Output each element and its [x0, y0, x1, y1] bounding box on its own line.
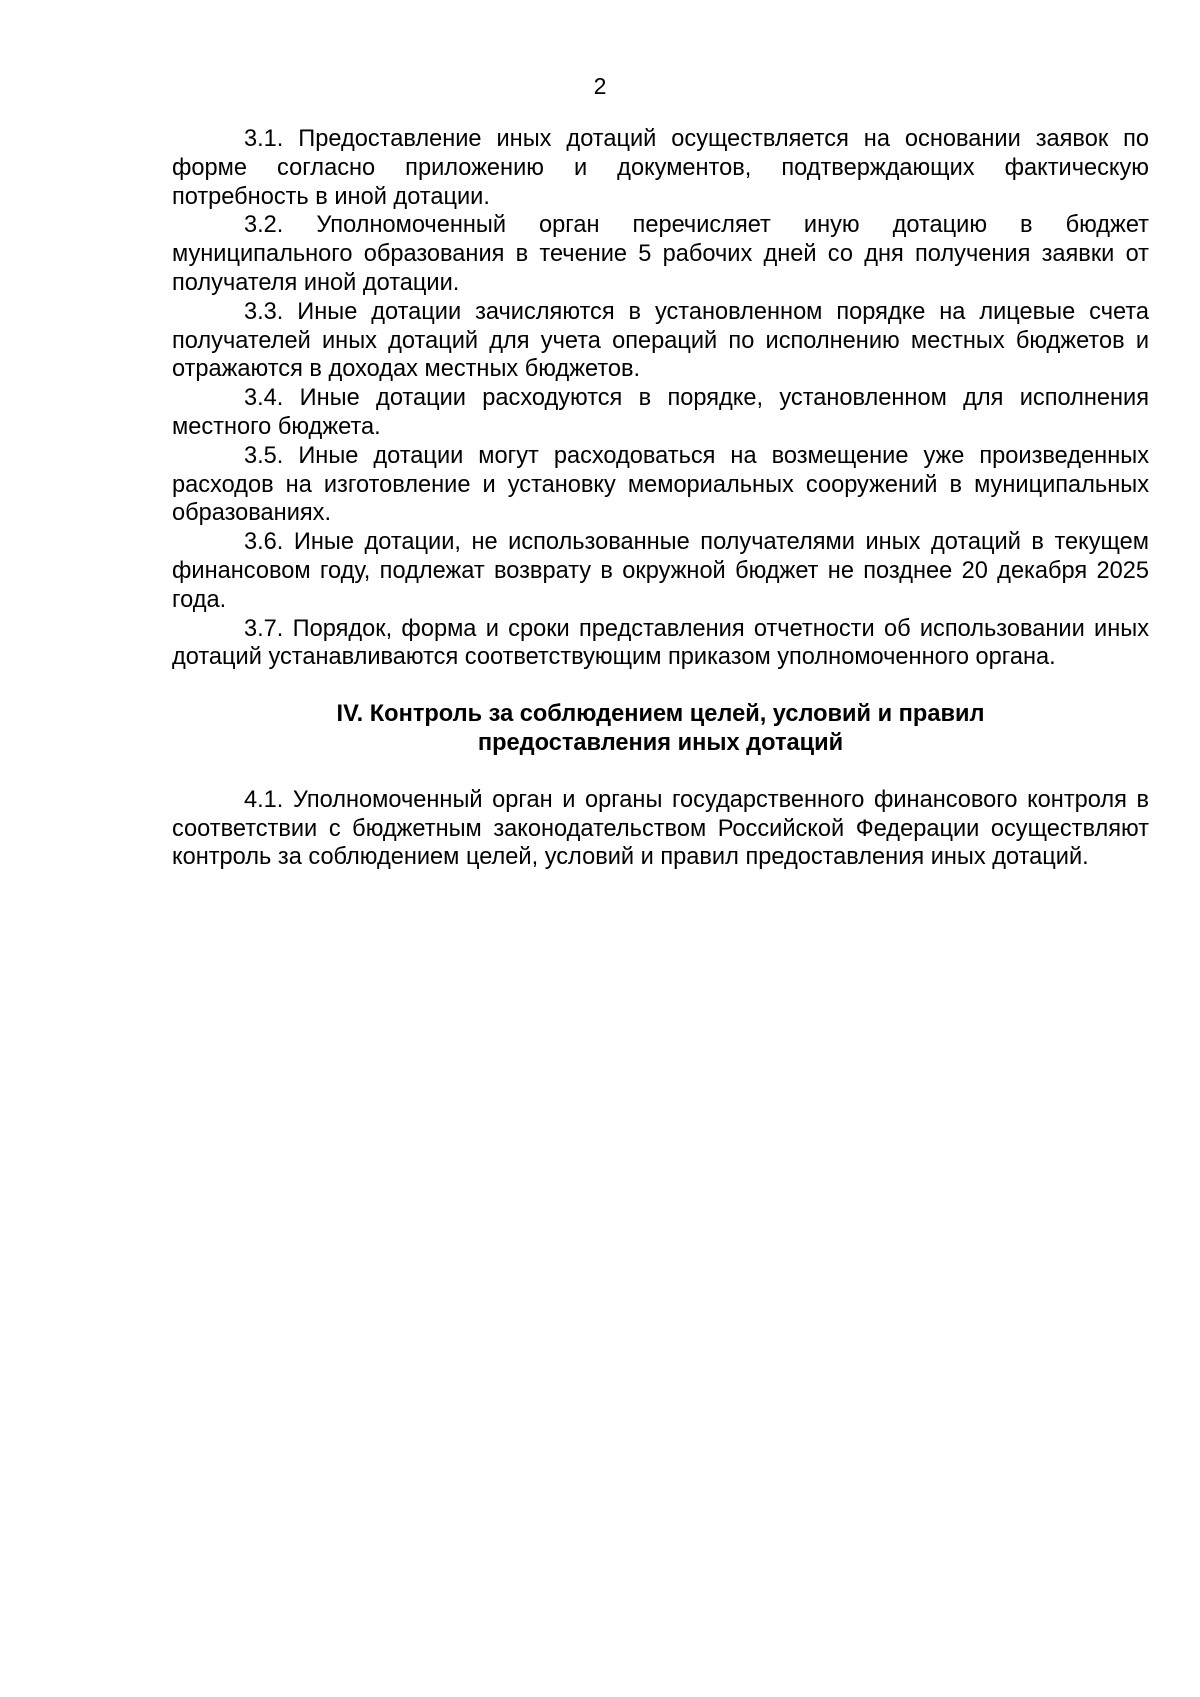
section-4-heading-line-1: IV. Контроль за соблюдением целей, условий и правил — [336, 701, 985, 728]
paragraph-4-1: 4.1. Уполномоченный орган и органы государственного финансового контроля в соответствии с бюджетным законодательством Российской Федерации осуществляют контроль за соблюдением целей, условий и правил предоставления иных дотаций. — [172, 786, 1149, 871]
section-4-heading-line-2: предоставления иных дотаций — [477, 729, 844, 756]
paragraph-3-2: 3.2. Уполномоченный орган перечисляет иную дотацию в бюджет муниципального образования в течение 5 рабочих дней со дня получения заявки от получателя иной дотации. — [172, 212, 1149, 296]
section-4-heading — [172, 700, 1149, 758]
paragraph-3-7: 3.7. Порядок, форма и сроки представления отчетности об использовании иных дотаций устанавливаются соответствующим приказом уполномоченного органа. — [172, 615, 1149, 671]
paragraph-3-6: 3.6. Иные дотации, не использованные получателями иных дотаций в текущем финансовом году, подлежат возврату в окружной бюджет не позднее 20 декабря 2025 года. — [172, 529, 1149, 613]
document-body — [172, 125, 1149, 872]
paragraph-3-1: 3.1. Предоставление иных дотаций осуществляется на основании заявок по форме согласно приложению и документов, подтверждающих фактическую потребность в иной дотации. — [172, 126, 1149, 210]
paragraph-3-4: 3.4. Иные дотации расходуются в порядке, установленном для исполнения местного бюджета. — [172, 385, 1149, 440]
paragraph-3-3: 3.3. Иные дотации зачисляются в установленном порядке на лицевые счета получателей иных дотаций для учета операций по исполнению местных бюджетов и отражаются в доходах местных бюджетов. — [172, 298, 1149, 383]
paragraph-3-5: 3.5. Иные дотации могут расходоваться на возмещение уже произведенных расходов на изготовление и установку мемориальных сооружений в муниципальных образованиях. — [172, 442, 1149, 527]
page-number: 2 — [593, 73, 607, 99]
